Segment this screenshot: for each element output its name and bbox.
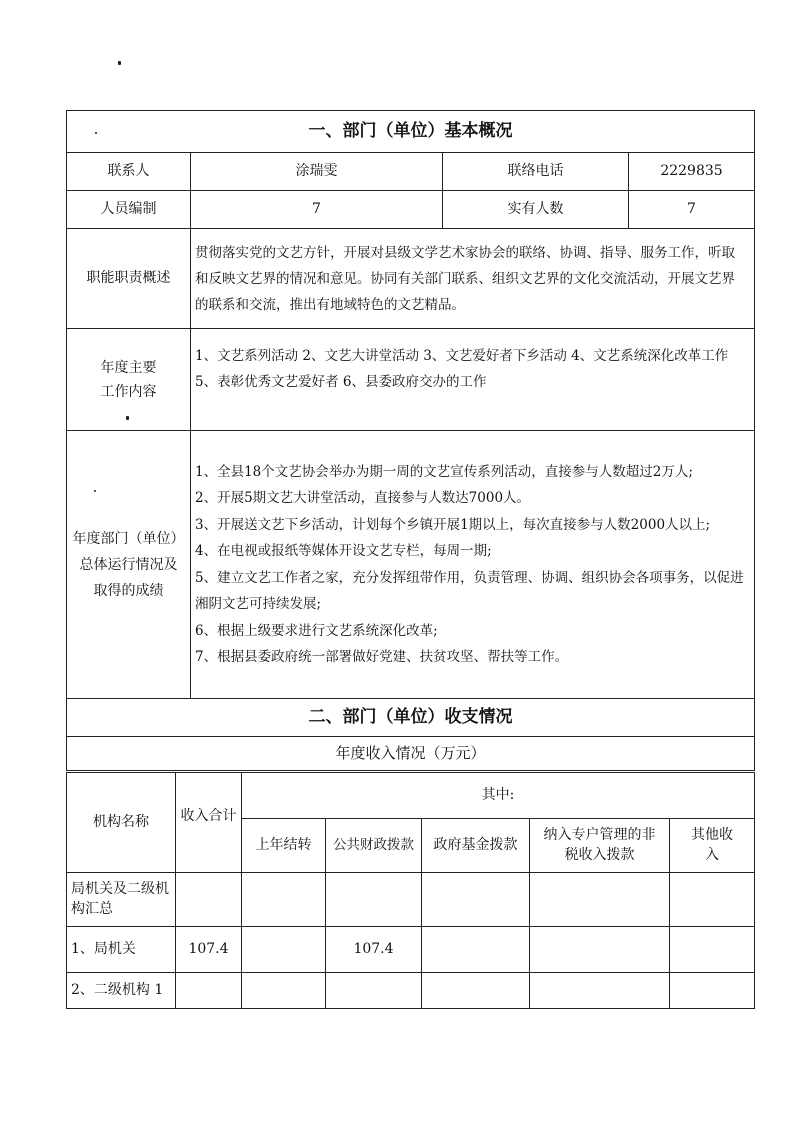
row-name: 局机关及二级机构汇总: [67, 873, 176, 927]
row-total: [176, 973, 242, 1009]
phone-value: 2229835: [629, 153, 755, 191]
row-total: [176, 873, 242, 927]
duty-label: 职能职责概述: [67, 229, 191, 329]
row-name: 1、局机关: [67, 927, 176, 973]
row-fund: [422, 873, 530, 927]
result-label-line: 总体运行情况及: [79, 556, 178, 573]
work-label: [67, 329, 191, 431]
result-item: 5、建立文艺工作者之家，充分发挥纽带作用，负责管理、协调、组织协会各项事务，以促进湘阴文艺可持续发展;: [195, 569, 744, 612]
results-list: [191, 431, 755, 699]
income-table: [66, 772, 755, 1009]
result-item: 4、在电视或报纸等媒体开设文艺专栏，每周一期;: [195, 543, 492, 559]
result-item: 2、开展5期文艺大讲堂活动，直接参与人数达7000人。: [195, 490, 531, 506]
row-carry: [242, 873, 326, 927]
contact-label: 联系人: [67, 153, 191, 191]
row-nontax: [530, 973, 670, 1009]
work-label-line: 年度主要: [100, 359, 157, 376]
work-content: 1、文艺系列活动 2、文艺大讲堂活动 3、文艺爱好者下乡活动 4、文艺系统深化改革工作 5、表彰优秀文艺爱好者 6、县委政府交办的工作: [191, 329, 755, 431]
row-fund: [422, 973, 530, 1009]
col-of-which: 其中:: [242, 773, 755, 819]
result-item: 3、开展送文艺下乡活动，计划每个乡镇开展1期以上，每次直接参与人数2000人以上;: [195, 516, 711, 533]
col-nontax-income: 纳入专户管理的非税收入拨款: [530, 819, 670, 873]
section1-title: 一、部门（单位）基本概况: [67, 111, 755, 153]
contact-value: 涂瑞雯: [191, 153, 443, 191]
duty-description: 贯彻落实党的文艺方针，开展对县级文学艺术家协会的联络、协调、指导、服务工作，听取和反映文艺界的情况和意见。协同有关部门联系、组织文艺界的文化交流活动，开展文艺界的联系和交流，推出有地域特色的文艺精品。: [191, 229, 755, 329]
income-subtitle: 年度收入情况（万元）: [67, 737, 755, 771]
col-other-income: 其他收入: [670, 819, 755, 873]
result-label: [67, 431, 191, 699]
section2-title: 二、部门（单位）收支情况: [67, 699, 755, 737]
row-public: [326, 973, 422, 1009]
result-item: 6、根据上级要求进行文艺系统深化改革;: [195, 622, 438, 639]
scan-speck: [118, 61, 121, 65]
col-carry-over: 上年结转: [242, 819, 326, 873]
result-item: 7、根据县委政府统一部署做好党建、扶贫攻坚、帮扶等工作。: [195, 649, 569, 665]
row-other: [670, 927, 755, 973]
phone-label: 联络电话: [443, 153, 629, 191]
staff-label: 人员编制: [67, 191, 191, 229]
row-nontax: [530, 873, 670, 927]
work-label-line: 工作内容: [100, 383, 157, 400]
row-carry: [242, 927, 326, 973]
actual-staff-value: 7: [629, 191, 755, 229]
row-carry: [242, 973, 326, 1009]
actual-staff-label: 实有人数: [443, 191, 629, 229]
result-item: 1、全县18个文艺协会举办为期一周的文艺宣传系列活动，直接参与人数超过2万人;: [195, 463, 693, 480]
row-fund: [422, 927, 530, 973]
result-label-line: 取得的成绩: [93, 582, 164, 599]
staff-value: 7: [191, 191, 443, 229]
basic-info-table: [66, 110, 755, 771]
col-public-finance: 公共财政拨款: [326, 819, 422, 873]
row-total: 107.4: [176, 927, 242, 973]
result-label-line: 年度部门（单位）: [72, 530, 185, 547]
row-public: 107.4: [326, 927, 422, 973]
row-nontax: [530, 927, 670, 973]
col-gov-fund: 政府基金拨款: [422, 819, 530, 873]
col-income-total: 收入合计: [176, 773, 242, 873]
row-name: 2、二级机构 1: [67, 973, 176, 1009]
col-org-name: 机构名称: [67, 773, 176, 873]
row-other: [670, 973, 755, 1009]
row-public: [326, 873, 422, 927]
row-other: [670, 873, 755, 927]
